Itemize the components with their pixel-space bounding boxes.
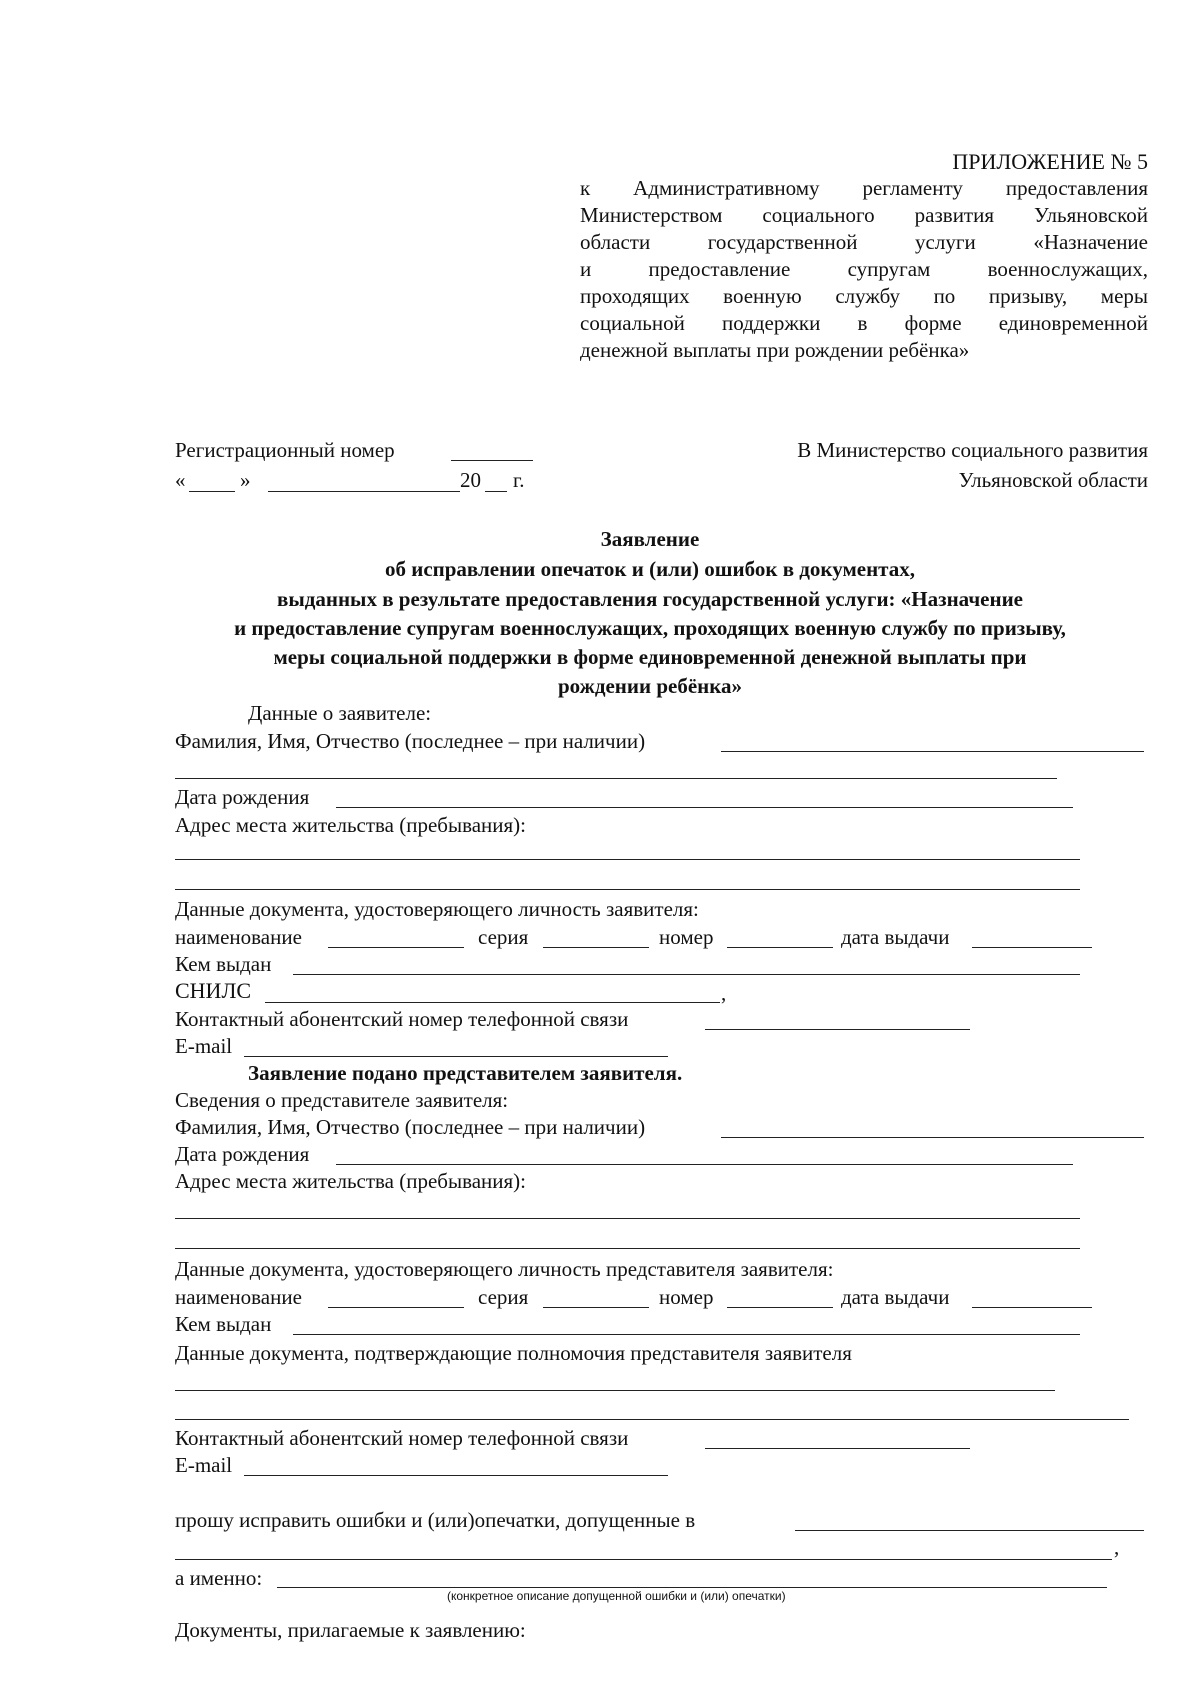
applicant-birth-date-label: Дата рождения bbox=[175, 785, 310, 809]
appendix-line-1: к Административному регламенту предоставления bbox=[580, 176, 1148, 200]
representative-doc-name-label: наименование bbox=[175, 1285, 302, 1309]
applicant-fio-field-2[interactable] bbox=[175, 778, 1057, 779]
request-text: прошу исправить ошибки и (или)опечатки, допущенные в bbox=[175, 1508, 696, 1532]
applicant-email-field[interactable] bbox=[244, 1056, 668, 1057]
representative-address-field-2[interactable] bbox=[175, 1248, 1080, 1249]
applicant-snils-label: СНИЛС bbox=[175, 978, 252, 1003]
representative-email-field[interactable] bbox=[244, 1475, 668, 1476]
applicant-address-field-2[interactable] bbox=[175, 889, 1080, 890]
request-comma: , bbox=[1114, 1535, 1120, 1559]
registration-number-field[interactable] bbox=[451, 460, 533, 461]
applicant-doc-series-label: серия bbox=[478, 925, 529, 949]
request-namely-label: а именно: bbox=[175, 1566, 263, 1590]
representative-doc-series-field[interactable] bbox=[543, 1307, 649, 1308]
representative-heading: Заявление подано представителем заявителя. bbox=[248, 1061, 683, 1085]
addressee-line-1: В Министерство социального развития bbox=[797, 438, 1148, 462]
addressee-line-2: Ульяновской области bbox=[958, 468, 1148, 492]
appendix-line-6: социальной поддержки в форме единовременной bbox=[580, 311, 1148, 335]
attachments-label: Документы, прилагаемые к заявлению: bbox=[175, 1618, 526, 1642]
representative-phone-field[interactable] bbox=[705, 1448, 970, 1449]
representative-authority-doc-label: Данные документа, подтверждающие полномочия представителя заявителя bbox=[175, 1341, 852, 1365]
applicant-doc-name-label: наименование bbox=[175, 925, 302, 949]
applicant-address-label: Адрес места жительства (пребывания): bbox=[175, 813, 527, 837]
appendix-line-2: Министерством социального развития Ульяновской bbox=[580, 203, 1148, 227]
date-year-field[interactable] bbox=[485, 491, 507, 492]
representative-authority-doc-field-2[interactable] bbox=[175, 1419, 1129, 1420]
applicant-doc-series-field[interactable] bbox=[543, 947, 649, 948]
appendix-line-5: проходящих военную службу по призыву, меры bbox=[580, 284, 1148, 308]
applicant-snils-field[interactable] bbox=[265, 1002, 720, 1003]
representative-issued-by-label: Кем выдан bbox=[175, 1312, 272, 1336]
applicant-phone-label: Контактный абонентский номер телефонной связи bbox=[175, 1007, 629, 1031]
appendix-line-4: и предоставление супругам военнослужащих, bbox=[580, 257, 1148, 281]
applicant-phone-field[interactable] bbox=[705, 1029, 970, 1030]
date-open-quote: « bbox=[175, 468, 186, 492]
applicant-email-label: E-mail bbox=[175, 1034, 233, 1058]
request-document-field[interactable] bbox=[795, 1530, 1144, 1531]
applicant-fio-field[interactable] bbox=[721, 751, 1144, 752]
request-document-field-2[interactable] bbox=[175, 1559, 1112, 1560]
applicant-doc-issue-date-label: дата выдачи bbox=[841, 925, 950, 949]
representative-doc-series-label: серия bbox=[478, 1285, 529, 1309]
representative-birth-date-label: Дата рождения bbox=[175, 1142, 310, 1166]
representative-info-label: Сведения о представителе заявителя: bbox=[175, 1088, 509, 1112]
form-subtitle-line-3: и предоставление супругам военнослужащих, проходящих военную службу по призыву, bbox=[234, 616, 1066, 640]
representative-doc-name-field[interactable] bbox=[328, 1307, 464, 1308]
form-subtitle-line-5: рождении ребёнка» bbox=[557, 674, 743, 698]
representative-issued-by-field[interactable] bbox=[293, 1334, 1080, 1335]
request-namely-field[interactable] bbox=[277, 1587, 1107, 1588]
date-day-field[interactable] bbox=[189, 491, 235, 492]
appendix-line-3: области государственной услуги «Назначение bbox=[580, 230, 1148, 254]
representative-authority-doc-field-1[interactable] bbox=[175, 1390, 1055, 1391]
representative-doc-issue-date-field[interactable] bbox=[972, 1307, 1092, 1308]
form-subtitle-line-2: выданных в результате предоставления государственной услуги: «Назначение bbox=[276, 587, 1024, 611]
representative-id-doc-label: Данные документа, удостоверяющего личность представителя заявителя: bbox=[175, 1257, 834, 1281]
representative-doc-number-label: номер bbox=[659, 1285, 714, 1309]
date-close-quote: » bbox=[240, 468, 251, 492]
applicant-id-doc-label: Данные документа, удостоверяющего личность заявителя: bbox=[175, 897, 699, 921]
applicant-snils-comma: , bbox=[721, 981, 727, 1005]
form-subtitle-line-4: меры социальной поддержки в форме единовременной денежной выплаты при bbox=[273, 645, 1027, 669]
representative-phone-label: Контактный абонентский номер телефонной связи bbox=[175, 1426, 629, 1450]
date-month-field[interactable] bbox=[268, 491, 460, 492]
representative-birth-date-field[interactable] bbox=[336, 1164, 1073, 1165]
applicant-doc-number-label: номер bbox=[659, 925, 714, 949]
applicant-birth-date-field[interactable] bbox=[336, 807, 1073, 808]
representative-fio-field[interactable] bbox=[721, 1137, 1144, 1138]
applicant-doc-name-field[interactable] bbox=[328, 947, 464, 948]
applicant-doc-number-field[interactable] bbox=[727, 947, 833, 948]
date-year-suffix: г. bbox=[513, 468, 525, 492]
date-year-prefix: 20 bbox=[460, 468, 481, 492]
applicant-heading: Данные о заявителе: bbox=[248, 701, 432, 725]
appendix-heading: ПРИЛОЖЕНИЕ № 5 bbox=[952, 149, 1148, 174]
representative-doc-number-field[interactable] bbox=[727, 1307, 833, 1308]
representative-address-label: Адрес места жительства (пребывания): bbox=[175, 1169, 527, 1193]
form-subtitle-line-1: об исправлении опечаток и (или) ошибок в документах, bbox=[384, 557, 915, 581]
appendix-line-7: денежной выплаты при рождении ребёнка» bbox=[580, 338, 970, 362]
applicant-issued-by-label: Кем выдан bbox=[175, 952, 272, 976]
applicant-address-field-1[interactable] bbox=[175, 859, 1080, 860]
registration-number-label: Регистрационный номер bbox=[175, 438, 395, 462]
representative-address-field-1[interactable] bbox=[175, 1218, 1080, 1219]
representative-email-label: E-mail bbox=[175, 1453, 233, 1477]
request-namely-hint: (конкретное описание допущенной ошибки и (или) опечатки) bbox=[447, 1589, 786, 1603]
applicant-fio-label: Фамилия, Имя, Отчество (последнее – при наличии) bbox=[175, 729, 646, 753]
representative-fio-label: Фамилия, Имя, Отчество (последнее – при наличии) bbox=[175, 1115, 646, 1139]
applicant-issued-by-field[interactable] bbox=[293, 974, 1080, 975]
representative-doc-issue-date-label: дата выдачи bbox=[841, 1285, 950, 1309]
applicant-doc-issue-date-field[interactable] bbox=[972, 947, 1092, 948]
form-title: Заявление bbox=[600, 527, 700, 551]
